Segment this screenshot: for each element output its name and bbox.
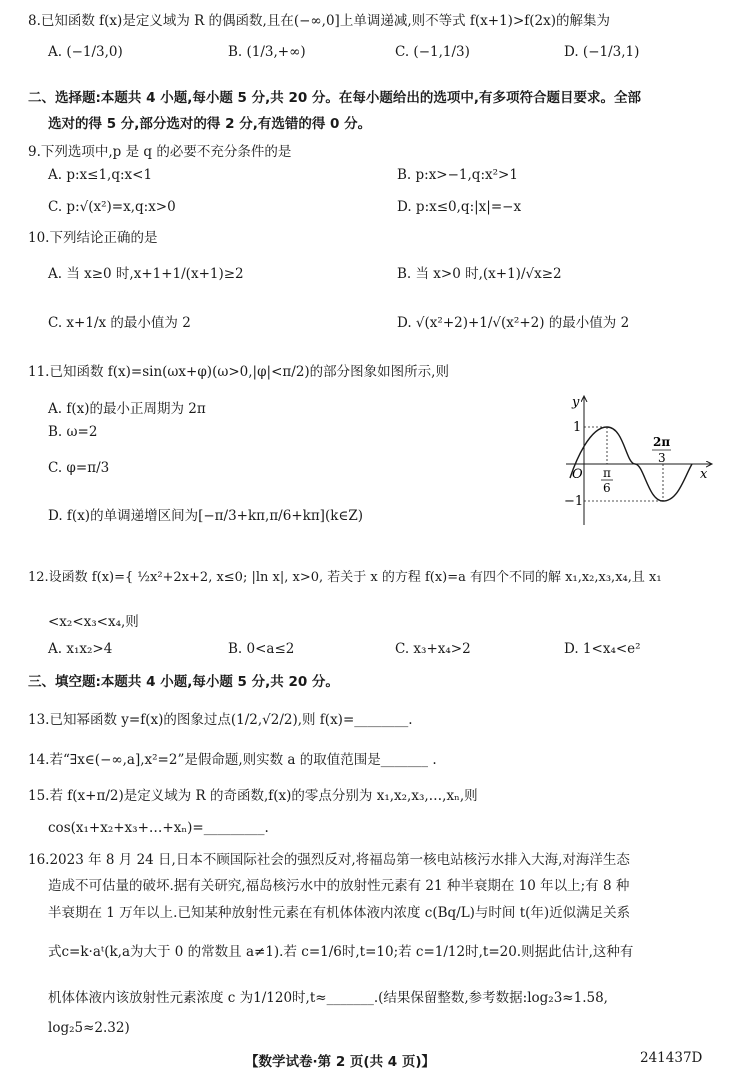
y-one-label: 1: [573, 420, 582, 435]
twopi3-numerator: 2π: [653, 435, 671, 449]
q11-option-c: C. φ=π/3: [48, 460, 110, 476]
q16-line1: 16.2023 年 8 月 24 日,日本不顾国际社会的强烈反对,将福岛第一核电站核污水排入大海,对海洋生态: [28, 852, 630, 868]
q8-option-d: D. (−1/3,1): [564, 44, 640, 60]
y-axis-label: y: [572, 395, 580, 410]
q10-option-b: B. 当 x>0 时,(x+1)/√x≥2: [397, 266, 562, 282]
q16-line3: 半衰期在 1 万年以上.已知某种放射性元素在有机体体液内浓度 c(Bq/L)与时间 t(年)近似满足关系: [48, 905, 631, 921]
q14-text: 14.若“∃x∈(−∞,a],x²=2”是假命题,则实数 a 的取值范围是_______ .: [28, 752, 437, 768]
section2-heading: 二、选择题:本题共 4 小题,每小题 5 分,共 20 分。在每小题给出的选项中,有多项符合题目要求。全部: [28, 90, 642, 106]
q12-stem-cont: <x₂<x₃<x₄,则: [48, 614, 139, 630]
q10-option-c: C. x+1/x 的最小值为 2: [48, 315, 191, 331]
origin-label: O: [572, 467, 583, 482]
footer-code: 241437D: [640, 1050, 703, 1066]
q16-line6: log₂5≈2.32): [48, 1020, 130, 1036]
section2-heading-cont: 选对的得 5 分,部分选对的得 2 分,有选错的得 0 分。: [48, 116, 372, 132]
q10-stem: 10.下列结论正确的是: [28, 230, 158, 246]
q8-option-a: A. (−1/3,0): [48, 44, 123, 60]
q11-stem: 11.已知函数 f(x)=sin(ωx+φ)(ω>0,|φ|<π/2)的部分图象如图所示,则: [28, 364, 449, 380]
q9-option-b: B. p:x>−1,q:x²>1: [397, 167, 518, 183]
q8-option-b: B. (1/3,+∞): [228, 44, 306, 60]
q12-option-c: C. x₃+x₄>2: [395, 641, 471, 657]
q9-option-d: D. p:x≤0,q:|x|=−x: [397, 199, 522, 215]
q13-text: 13.已知幂函数 y=f(x)的图象过点(1/2,√2/2),则 f(x)=________.: [28, 712, 413, 728]
q10-option-a: A. 当 x≥0 时,x+1+1/(x+1)≥2: [48, 266, 244, 282]
q11-sine-graph: [560, 390, 720, 530]
q12-option-b: B. 0<a≤2: [228, 641, 295, 657]
q8-option-c: C. (−1,1/3): [395, 44, 470, 60]
q16-line4: 式c=k·aᵗ(k,a为大于 0 的常数且 a≠1).若 c=1/6时,t=10;若 c=1/12时,t=20.则据此估计,这种有: [48, 944, 634, 960]
section3-heading: 三、填空题:本题共 4 小题,每小题 5 分,共 20 分。: [28, 674, 339, 690]
q16-line2: 造成不可估量的破坏.据有关研究,福岛核污水中的放射性元素有 21 种半衰期在 10 年以上;有 8 种: [48, 878, 630, 894]
q9-option-c: C. p:√(x²)=x,q:x>0: [48, 199, 176, 215]
q16-line5: 机体体液内该放射性元素浓度 c 为1/120时,t≈_______.(结果保留整数,参考数据:log₂3≈1.58,: [48, 990, 608, 1006]
footer-page-info: 【数学试卷·第 2 页(共 4 页)】: [245, 1054, 436, 1070]
q8-stem: 8.已知函数 f(x)是定义域为 R 的偶函数,且在(−∞,0]上单调递减,则不等式 f(x+1)>f(2x)的解集为: [28, 13, 610, 29]
x-axis-label: x: [700, 467, 708, 482]
q9-stem: 9.下列选项中,p 是 q 的必要不充分条件的是: [28, 144, 292, 160]
q10-option-d: D. √(x²+2)+1/√(x²+2) 的最小值为 2: [397, 315, 630, 331]
q12-option-a: A. x₁x₂>4: [48, 641, 113, 657]
pi6-numerator: π: [603, 466, 611, 480]
q11-option-a: A. f(x)的最小正周期为 2π: [48, 401, 206, 417]
q9-option-a: A. p:x≤1,q:x<1: [48, 167, 153, 183]
q12-option-d: D. 1<x₄<e²: [564, 641, 641, 657]
twopi3-denominator: 3: [658, 451, 666, 465]
q15-line2: cos(x₁+x₂+x₃+…+xₙ)=_________.: [48, 820, 269, 836]
q11-option-b: B. ω=2: [48, 424, 98, 440]
q12-stem: 12.设函数 f(x)={ ½x²+2x+2, x≤0; |ln x|, x>0, 若关于 x 的方程 f(x)=a 有四个不同的解 x₁,x₂,x₃,x₄,且 x₁: [28, 570, 662, 585]
q15-line1: 15.若 f(x+π/2)是定义域为 R 的奇函数,f(x)的零点分别为 x₁,x₂,x₃,…,xₙ,则: [28, 788, 478, 804]
pi6-denominator: 6: [603, 481, 611, 495]
y-neg-one-label: −1: [564, 494, 584, 509]
q11-option-d: D. f(x)的单调递增区间为[−π/3+kπ,π/6+kπ](k∈Z): [48, 508, 364, 524]
